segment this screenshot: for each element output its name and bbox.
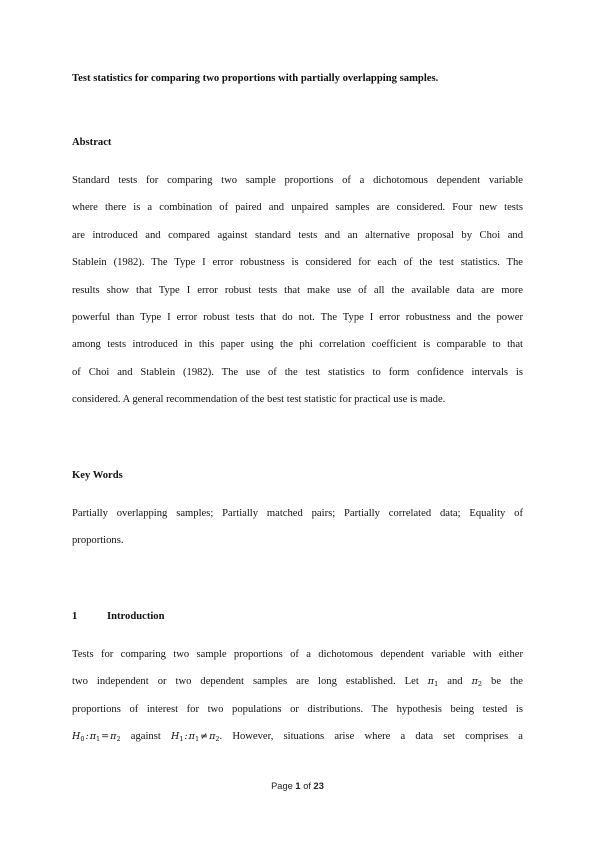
introduction-line: Tests for comparing two sample proportions of a dichotomous dependent variable with either [72, 649, 523, 660]
alternative-hypothesis: $H_1$ : $\pi_1$ ≠ $\pi_2$ [170, 731, 220, 744]
pi1-symbol: $\pi_1$ [427, 676, 439, 689]
abstract-line: among tests introduced in this paper using the phi correlation coefficient is comparable to that [72, 339, 523, 351]
introduction-body [72, 641, 523, 751]
keywords-body [72, 500, 523, 555]
keywords-line: Partially overlapping samples; Partially matched pairs; Partially correlated data; Equality of [72, 508, 523, 519]
abstract-line: Stablein (1982). The Type I error robustness is considered for each of the test statistics. The [72, 257, 523, 269]
page-of-label: of [303, 781, 311, 791]
keywords-line: proportions. [72, 535, 124, 547]
section-number: 1 [72, 611, 78, 622]
abstract-line: results show that Type I error robust tests that make use of all the available data are more [72, 284, 523, 296]
section-title: Introduction [107, 611, 165, 622]
total-pages-number: 23 [313, 781, 324, 791]
abstract-line: are introduced and compared against standard tests and an alternative proposal by Choi and [72, 229, 523, 241]
abstract-heading: Abstract [72, 137, 112, 148]
introduction-line: two independent or two dependent samples are long established. Let $\pi_1$ and $\pi_2$ be the [72, 676, 523, 689]
abstract-line: of Choi and Stablein (1982). The use of the test statistics to form confidence intervals is [72, 366, 523, 378]
abstract-line: powerful than Type I error robust tests that do not. The Type I error robustness and the power [72, 311, 523, 323]
abstract-line: Standard tests for comparing two sample proportions of a dichotomous dependent variable [72, 175, 523, 186]
introduction-line: proportions of interest for two populations or distributions. The hypothesis being tested is [72, 703, 523, 715]
page-label: Page [271, 781, 293, 791]
abstract-line: considered. A general recommendation of the best test statistic for practical use is made. [72, 394, 446, 406]
introduction-heading [72, 611, 165, 622]
paper-title: Test statistics for comparing two proportions with partially overlapping samples. [72, 73, 439, 84]
page-footer [0, 781, 595, 791]
null-hypothesis: $H_0$ : $\pi_1$ = $\pi_2$ [72, 731, 121, 744]
pi2-symbol: $\pi_2$ [471, 676, 483, 689]
introduction-line: $H_0$ : $\pi_1$ = $\pi_2$ against $H_1$ : $\pi_1$ ≠ $\pi_2$. However, situations arise where a data set comprises a [72, 731, 523, 744]
abstract-line: where there is a combination of paired and unpaired samples are considered. Four new tests [72, 202, 523, 214]
abstract-body [72, 167, 523, 414]
current-page-number: 1 [295, 781, 301, 791]
keywords-heading: Key Words [72, 470, 123, 481]
